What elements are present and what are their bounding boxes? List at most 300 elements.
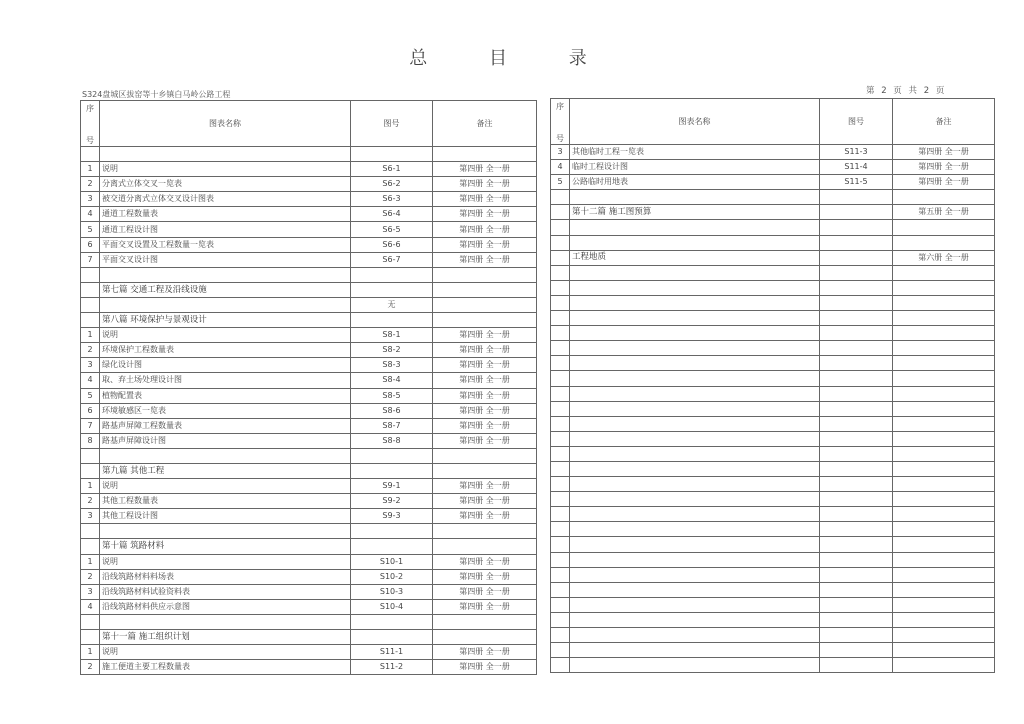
table-row [81,207,537,222]
project-name: S324盘城区拔窑等十乡镇白马岭公路工程 [82,90,231,99]
row-number [81,147,100,162]
row-remark [893,220,995,235]
row-remark [893,235,995,250]
row-number [551,431,570,446]
row-drawing-no [820,326,893,341]
seq-header-bottom: 号 [86,136,94,145]
row-name [570,295,820,310]
row-name [570,492,820,507]
row-number [81,539,100,554]
row-drawing-no [820,643,893,658]
row-drawing-no [820,492,893,507]
drawing-no-header: 图号 [820,99,893,145]
row-name [570,416,820,431]
row-drawing-no [820,507,893,522]
table-row [81,237,537,252]
remark-header: 备注 [433,101,537,147]
row-number [81,463,100,478]
row-name [570,341,820,356]
row-number [81,313,100,328]
remark-header: 备注 [893,99,995,145]
drawing-no-header: 图号 [351,101,433,147]
row-number [551,567,570,582]
row-drawing-no: S9-3 [351,509,433,524]
row-name [570,326,820,341]
blank-row [81,524,537,539]
row-drawing-no [820,401,893,416]
row-remark [433,282,537,297]
row-name [570,461,820,476]
row-name: 说明 [100,554,351,569]
row-remark [893,190,995,205]
row-remark [893,295,995,310]
row-drawing-no: S6-1 [351,162,433,177]
row-name [570,265,820,280]
row-drawing-no [351,539,433,554]
row-number: 8 [81,433,100,448]
row-drawing-no: S6-7 [351,252,433,267]
row-name: 说明 [100,328,351,343]
row-name [570,522,820,537]
blank-row [551,522,995,537]
row-number: 2 [81,569,100,584]
row-remark [893,582,995,597]
row-number [551,190,570,205]
table-header [81,101,537,147]
row-name [100,147,351,162]
row-drawing-no: S11-3 [820,145,893,160]
row-number [551,582,570,597]
row-number: 4 [81,373,100,388]
row-number: 3 [81,509,100,524]
row-remark: 第四册 全一册 [433,599,537,614]
row-drawing-no [820,356,893,371]
section-row [81,282,537,297]
row-drawing-no [351,463,433,478]
row-number: 5 [551,175,570,190]
row-remark [893,265,995,280]
row-remark [893,522,995,537]
row-remark: 第四册 全一册 [433,403,537,418]
row-drawing-no [820,371,893,386]
row-name [570,537,820,552]
row-drawing-no [820,567,893,582]
table-row [81,494,537,509]
row-remark [893,628,995,643]
table-row [81,358,537,373]
row-number [551,295,570,310]
row-number: 4 [551,160,570,175]
row-drawing-no: S8-1 [351,328,433,343]
row-drawing-no: S6-3 [351,192,433,207]
row-drawing-no: S10-4 [351,599,433,614]
row-remark [433,524,537,539]
row-number [551,446,570,461]
row-number: 2 [81,343,100,358]
row-drawing-no [351,313,433,328]
row-remark [893,658,995,673]
row-remark: 第四册 全一册 [433,237,537,252]
row-drawing-no: S8-6 [351,403,433,418]
name-header: 图表名称 [100,101,351,147]
row-number [551,461,570,476]
row-name: 通道工程数量表 [100,207,351,222]
row-name: 第十二篇 施工图预算 [570,205,820,220]
row-number [551,658,570,673]
seq-header-top: 序 [556,102,564,111]
blank-row [551,628,995,643]
row-remark: 第四册 全一册 [433,177,537,192]
row-name [570,597,820,612]
blank-row [551,582,995,597]
row-remark: 第四册 全一册 [433,207,537,222]
row-drawing-no: S8-2 [351,343,433,358]
blank-row [81,267,537,282]
table-row [81,433,537,448]
blank-row [551,658,995,673]
table-row [551,160,995,175]
row-name: 临时工程设计图 [570,160,820,175]
row-drawing-no: S11-5 [820,175,893,190]
row-number: 2 [81,494,100,509]
row-drawing-no [820,431,893,446]
row-name: 环境保护工程数量表 [100,343,351,358]
row-number [551,386,570,401]
row-number [551,492,570,507]
row-remark [433,267,537,282]
row-name: 其他临时工程一览表 [570,145,820,160]
row-name [570,552,820,567]
row-number [551,341,570,356]
row-name [100,297,351,312]
row-drawing-no: S11-2 [351,660,433,675]
row-drawing-no [820,597,893,612]
blank-row [81,147,537,162]
row-number [81,448,100,463]
blank-row [551,492,995,507]
seq-header-top: 序 [86,104,94,113]
row-drawing-no [351,524,433,539]
blank-row [81,448,537,463]
blank-row [551,597,995,612]
blank-row [551,431,995,446]
row-name [570,220,820,235]
row-remark [893,567,995,582]
row-remark: 第四册 全一册 [433,569,537,584]
row-drawing-no: 无 [351,297,433,312]
table-row [81,222,537,237]
row-number [551,401,570,416]
row-name: 第八篇 环境保护与景观设计 [100,313,351,328]
row-number [551,311,570,326]
page-number: 第 2 页 共 2 页 [866,86,947,96]
row-name [570,477,820,492]
row-number: 3 [81,358,100,373]
row-name [100,614,351,629]
contents-table-right [550,98,995,673]
row-remark [893,461,995,476]
table-row [81,177,537,192]
row-remark [893,311,995,326]
row-drawing-no [351,614,433,629]
seq-header-bottom: 号 [556,134,564,143]
row-number [551,280,570,295]
row-drawing-no: S11-4 [820,160,893,175]
row-name: 沿线筑路材料试验资料表 [100,584,351,599]
row-number [81,614,100,629]
contents-table-left [80,100,537,675]
row-number [551,265,570,280]
row-drawing-no [351,147,433,162]
row-name: 其他工程设计图 [100,509,351,524]
row-number: 7 [81,252,100,267]
blank-row [81,614,537,629]
row-remark [433,614,537,629]
row-name: 说明 [100,645,351,660]
row-name: 第十篇 筑路材料 [100,539,351,554]
row-number [551,326,570,341]
blank-row [551,567,995,582]
row-number: 2 [81,177,100,192]
row-remark: 第四册 全一册 [433,584,537,599]
row-name: 平面交叉设计图 [100,252,351,267]
row-number: 5 [81,388,100,403]
row-remark: 第四册 全一册 [433,343,537,358]
row-drawing-no [351,282,433,297]
row-remark: 第四册 全一册 [893,175,995,190]
blank-row [551,446,995,461]
table-row [81,554,537,569]
blank-row [551,341,995,356]
table-row [81,403,537,418]
row-remark [893,477,995,492]
table-row [81,252,537,267]
row-name: 植物配置表 [100,388,351,403]
row-number: 6 [81,237,100,252]
section-row [81,313,537,328]
row-drawing-no: S8-5 [351,388,433,403]
row-drawing-no [820,220,893,235]
row-number [81,630,100,645]
row-name: 沿线筑路材料供应示意图 [100,599,351,614]
row-drawing-no [820,311,893,326]
row-remark [893,401,995,416]
row-remark [433,630,537,645]
row-name: 第七篇 交通工程及沿线设施 [100,282,351,297]
row-number: 1 [81,162,100,177]
row-drawing-no: S8-3 [351,358,433,373]
row-remark [433,313,537,328]
row-name: 公路临时用地表 [570,175,820,190]
row-remark: 第六册 全一册 [893,250,995,265]
row-number [551,356,570,371]
row-name: 绿化设计图 [100,358,351,373]
table-row [81,584,537,599]
table-header [551,99,995,145]
row-remark [893,371,995,386]
row-drawing-no [820,235,893,250]
row-remark [893,431,995,446]
row-remark [893,507,995,522]
row-drawing-no [820,522,893,537]
section-row [81,463,537,478]
row-number [551,537,570,552]
row-name [100,267,351,282]
table-row [81,660,537,675]
row-drawing-no [820,341,893,356]
row-number: 3 [551,145,570,160]
row-remark [893,492,995,507]
row-drawing-no [820,612,893,627]
row-drawing-no [820,582,893,597]
row-remark: 第四册 全一册 [433,645,537,660]
blank-row [551,356,995,371]
row-drawing-no: S8-7 [351,418,433,433]
row-drawing-no [820,280,893,295]
row-name: 路基声屏障设计图 [100,433,351,448]
row-drawing-no: S10-1 [351,554,433,569]
row-remark [893,416,995,431]
row-name: 第九篇 其他工程 [100,463,351,478]
row-name: 说明 [100,479,351,494]
row-number: 5 [81,222,100,237]
blank-row [551,416,995,431]
row-name: 通道工程设计图 [100,222,351,237]
row-name: 施工便道主要工程数量表 [100,660,351,675]
row-drawing-no: S8-8 [351,433,433,448]
row-remark [433,539,537,554]
row-remark: 第五册 全一册 [893,205,995,220]
row-drawing-no: S10-2 [351,569,433,584]
row-number: 3 [81,192,100,207]
row-drawing-no [820,477,893,492]
row-remark: 第四册 全一册 [433,554,537,569]
row-name [570,431,820,446]
blank-row [551,326,995,341]
row-number [551,416,570,431]
row-number [551,477,570,492]
row-drawing-no [820,461,893,476]
row-drawing-no [820,537,893,552]
blank-row [551,612,995,627]
row-drawing-no [820,295,893,310]
row-name [100,448,351,463]
row-drawing-no: S6-4 [351,207,433,222]
row-name [570,280,820,295]
row-number: 1 [81,554,100,569]
row-name: 说明 [100,162,351,177]
row-remark [893,597,995,612]
row-drawing-no [820,386,893,401]
row-name [570,628,820,643]
table-row [81,328,537,343]
row-drawing-no [820,446,893,461]
row-name [570,567,820,582]
row-remark: 第四册 全一册 [433,162,537,177]
row-remark [893,552,995,567]
row-name [570,401,820,416]
row-remark [893,280,995,295]
row-number [551,220,570,235]
row-name [570,507,820,522]
row-remark [433,463,537,478]
table-row [81,343,537,358]
row-name [570,582,820,597]
row-drawing-no: S8-4 [351,373,433,388]
row-drawing-no [351,267,433,282]
row-number: 1 [81,645,100,660]
table-row [81,192,537,207]
row-remark: 第四册 全一册 [433,252,537,267]
table-row [81,645,537,660]
row-drawing-no: S6-2 [351,177,433,192]
table-row [81,599,537,614]
row-number [551,507,570,522]
row-number: 4 [81,207,100,222]
row-name: 取、弃土场处理设计图 [100,373,351,388]
row-number [81,524,100,539]
row-number: 2 [81,660,100,675]
table-row [551,145,995,160]
row-number [551,597,570,612]
row-number [551,205,570,220]
section-row [81,539,537,554]
row-remark: 第四册 全一册 [433,479,537,494]
row-number [551,612,570,627]
blank-row [551,235,995,250]
row-name: 平面交叉设置及工程数量一览表 [100,237,351,252]
seq-header [81,101,100,147]
row-remark [893,356,995,371]
row-number [551,371,570,386]
row-remark: 第四册 全一册 [893,145,995,160]
blank-row [551,552,995,567]
row-number [551,552,570,567]
blank-row [551,643,995,658]
blank-row [551,311,995,326]
row-number [81,282,100,297]
row-number [551,250,570,265]
row-remark [433,147,537,162]
blank-row [551,280,995,295]
row-drawing-no [351,448,433,463]
row-name: 沿线筑路材料料场表 [100,569,351,584]
blank-row [551,386,995,401]
row-drawing-no [820,658,893,673]
row-number: 3 [81,584,100,599]
row-number [551,235,570,250]
blank-row [551,401,995,416]
blank-row [551,220,995,235]
blank-row [551,265,995,280]
row-remark: 第四册 全一册 [433,509,537,524]
row-remark: 第四册 全一册 [893,160,995,175]
row-name: 工程地质 [570,250,820,265]
document-title: 总 目 录 [409,48,615,69]
name-header: 图表名称 [570,99,820,145]
row-number [81,267,100,282]
table-row [81,388,537,403]
blank-row [551,477,995,492]
row-name: 路基声屏障工程数量表 [100,418,351,433]
row-name [570,371,820,386]
row-name [570,446,820,461]
row-remark: 第四册 全一册 [433,388,537,403]
row-name [100,524,351,539]
row-remark: 第四册 全一册 [433,328,537,343]
row-number [551,628,570,643]
table-row [81,297,537,312]
